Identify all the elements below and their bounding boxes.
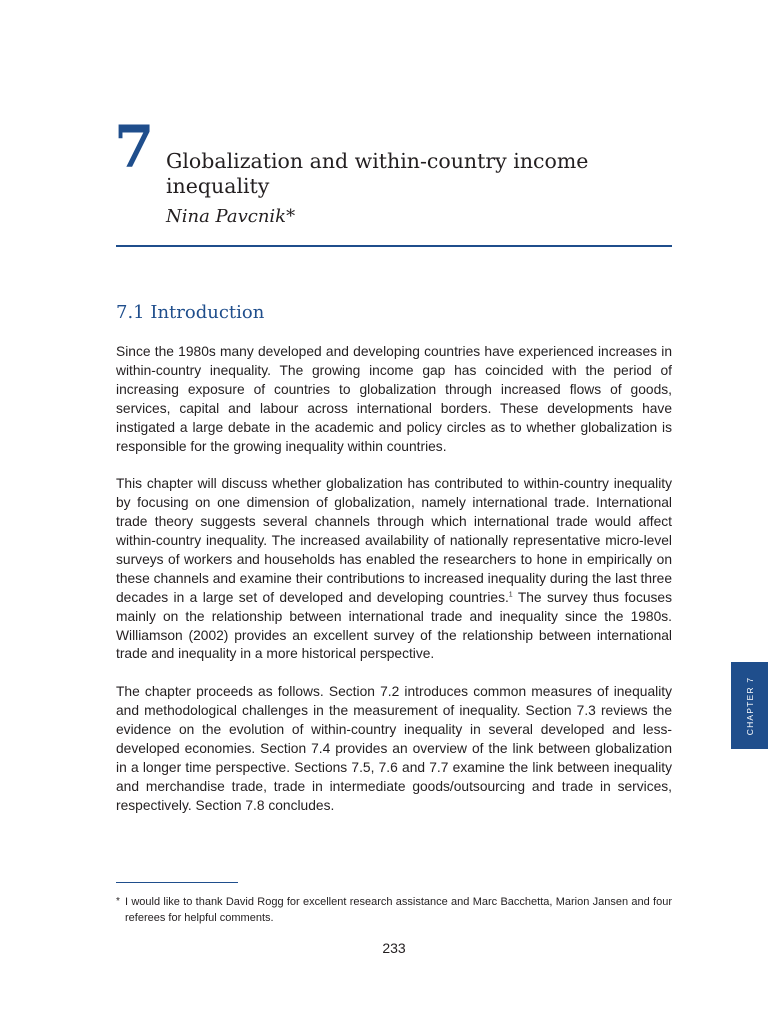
footnote-mark: * xyxy=(116,896,120,907)
footnote-text: I would like to thank David Rogg for excellent research assistance and Marc Bacchetta, Marion Jansen and four referees for helpful comments. xyxy=(125,896,672,924)
chapter-title: Globalization and within-country income inequality xyxy=(166,149,589,198)
section-heading: 7.1 Introduction xyxy=(116,302,265,323)
chapter-side-tab xyxy=(731,662,768,749)
body-text xyxy=(116,343,672,835)
chapter-number: 7 xyxy=(114,113,155,181)
page-number: 233 xyxy=(382,940,406,956)
paragraph-2-part-2: The survey thus focuses mainly on the relationship between international trade and inequality since the 1980s. Williamson (2002) provides an excellent survey of the relationship between international trade and inequality in a more historical perspective. xyxy=(116,589,672,662)
footnote xyxy=(116,894,672,926)
footnote-reference[interactable]: 1 xyxy=(508,591,513,599)
paragraph-2-part-1: This chapter will discuss whether globalization has contributed to within-country inequality by focusing on one dimension of globalization, namely international trade. International trade theory suggests several channels through which international trade would affect within-country inequality. The increased availability of nationally representative micro-level surveys of workers and households has enabled the researchers to hone in empirically on these channels and examine their contributions to increased inequality during the last three decades in a large set of developed and developing countries. xyxy=(116,476,672,605)
chapter-author: Nina Pavcnik* xyxy=(166,206,296,227)
paragraph-1: Since the 1980s many developed and developing countries have experienced increases in within-country inequality. The growing income gap has coincided with the period of increasing exposure of countries to globalization through increased flows of goods, services, capital and labour across international borders. These developments have instigated a large debate in the academic and policy circles as to whether globalization is responsible for the growing inequality within countries. xyxy=(116,344,672,454)
footnote-divider xyxy=(116,882,238,883)
chapter-side-tab-label: CHAPTER 7 xyxy=(744,676,755,735)
paragraph-3: The chapter proceeds as follows. Section 7.2 introduces common measures of inequality and methodological challenges in the measurement of inequality. Section 7.3 reviews the evidence on the evolution of within-country inequality in several developed and less-developed economies. Section 7.4 provides an overview of the link between globalization in a longer time perspective. Sections 7.5, 7.6 and 7.7 examine the link between inequality and merchandise trade, trade in intermediate goods/outsourcing and trade in services, respectively. Section 7.8 concludes. xyxy=(116,684,672,813)
paragraph-2 xyxy=(116,475,672,664)
title-divider xyxy=(116,245,672,247)
